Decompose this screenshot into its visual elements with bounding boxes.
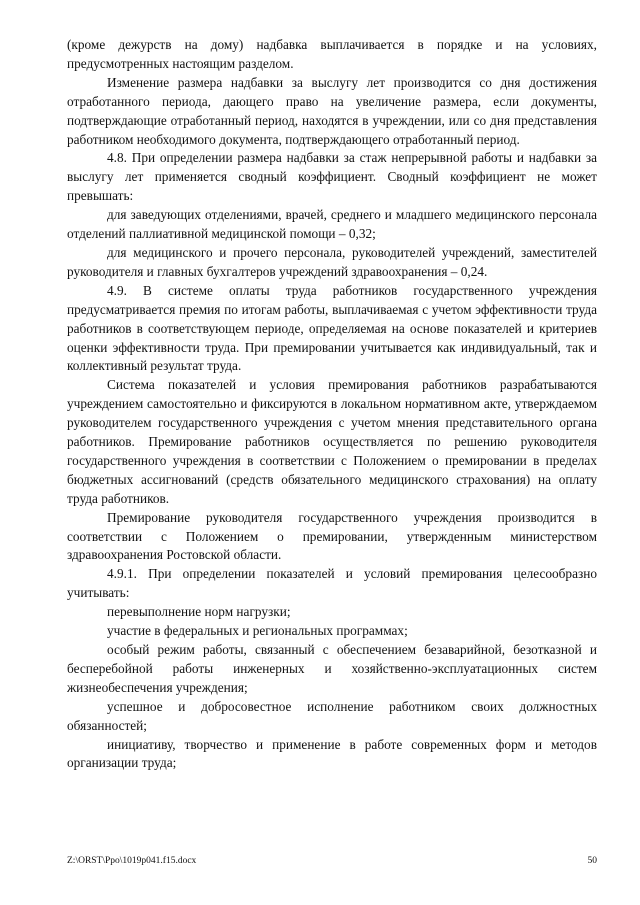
paragraph-14: инициативу, творчество и применение в работе современных форм и методов организации труда;: [67, 736, 597, 771]
paragraph-8: Премирование руководителя государственного учреждения производится в соответствии с Положением о премировании, утвержденным министерством здравоохранения Ростовской области.: [67, 509, 597, 563]
paragraph-1: (кроме дежурств на дому) надбавка выплачивается в порядке и на условиях, предусмотренных настоящим разделом.: [67, 37, 597, 71]
paragraph-6: 4.9. В системе оплаты труда работников государственного учреждения предусматривается премия по итогам работы, выплачиваемая с учетом эффективности труда работников в соответствующем периоде, определяемая на основе показателей и критериев оценки эффективности труда. При премировании учитывается как индивидуальный, так и коллективный результат труда.: [67, 282, 597, 374]
paragraph-2: Изменение размера надбавки за выслугу лет производится со дня достижения отработанного периода, дающего право на увеличение размера, если документы, подтверждающие отработанный период, находятся в учреждении, или со дня представления работником необходимого документа, подтверждающего отработанный период.: [67, 74, 597, 147]
page-footer: [67, 855, 597, 867]
paragraph-9: 4.9.1. При определении показателей и условий премирования целесообразно учитывать:: [67, 566, 597, 601]
paragraph-11: участие в федеральных и региональных программах;: [107, 623, 408, 639]
paragraph-13: успешное и добросовестное исполнение работником своих должностных обязанностей;: [67, 698, 597, 733]
paragraph-7: Система показателей и условия премирования работников разрабатываются учреждением самостоятельно и фиксируются в локальном нормативном акте, утверждаемом руководителем государственного учреждения с учетом мнения представительного органа работников. Премирование работников осуществляется по решению руководителя государственного учреждения в соответствии с Положением о премировании в пределах бюджетных ассигнований (средств обязательного медицинского страхования) на оплату труда работников.: [67, 377, 597, 506]
paragraph-10: перевыполнение норм нагрузки;: [107, 604, 291, 620]
paragraph-5: для медицинского и прочего персонала, руководителей учреждений, заместителей руководителя и главных бухгалтеров учреждений здравоохранения – 0,24.: [67, 244, 597, 279]
paragraph-12: особый режим работы, связанный с обеспечением безаварийной, безотказной и бесперебойной работы инженерных и хозяйственно-эксплуатационных систем жизнеобеспечения учреждения;: [67, 642, 597, 695]
document-body: [67, 36, 597, 773]
file-path: Z:\ORST\Ppo\1019p041.f15.docx: [67, 856, 197, 866]
paragraph-3: 4.8. При определении размера надбавки за стаж непрерывной работы и надбавки за выслугу лет применяется сводный коэффициент. Сводный коэффициент не может превышать:: [67, 150, 597, 204]
paragraph-4: для заведующих отделениями, врачей, среднего и младшего медицинского персонала отделений паллиативной медицинской помощи – 0,32;: [67, 207, 597, 242]
page-number: 50: [587, 856, 597, 866]
